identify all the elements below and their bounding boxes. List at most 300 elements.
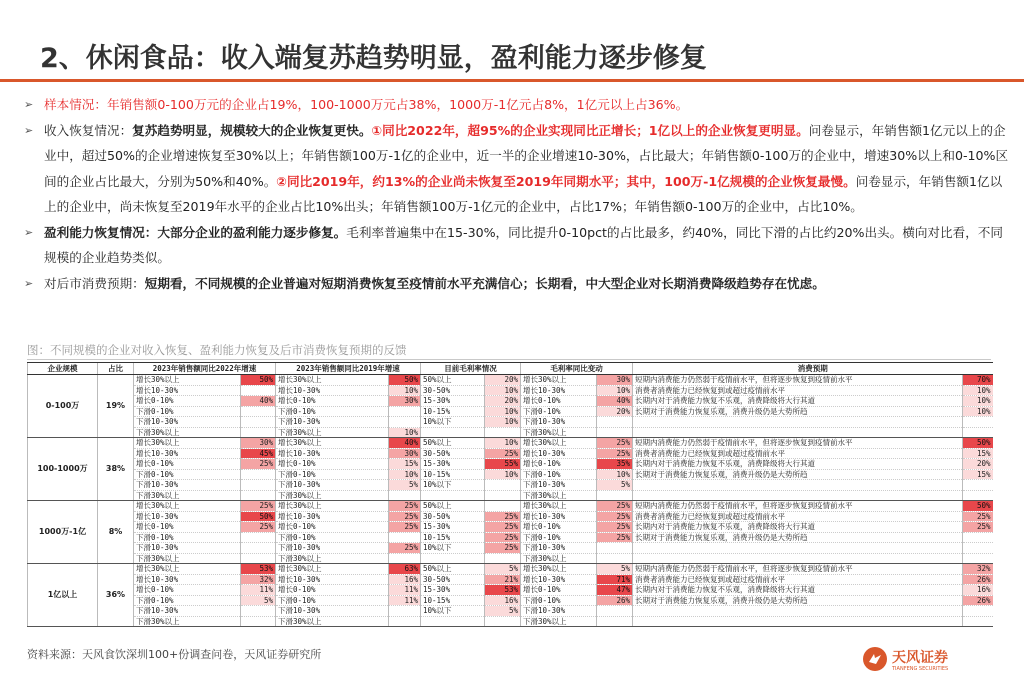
margin-change-value: 10% <box>597 469 633 480</box>
growth-2019-label: 增长10-30% <box>276 511 389 522</box>
growth-2022-label: 增长0-10% <box>134 396 241 407</box>
table-row <box>28 606 993 617</box>
margin-change-value: 5% <box>597 564 633 575</box>
growth-2022-label: 增长30%以上 <box>134 375 241 386</box>
growth-2019-value: 30% <box>389 396 421 407</box>
table-row <box>28 385 993 396</box>
margin-change-label: 下滑0-10% <box>521 406 597 417</box>
margin-change-value <box>597 543 633 554</box>
growth-2019-value: 16% <box>389 574 421 585</box>
growth-2022-value: 30% <box>241 438 276 449</box>
figure-caption: 图：不同规模的企业对收入恢复、盈利能力恢复及后市消费恢复预期的反馈 <box>27 343 407 357</box>
growth-2022-label: 增长10-30% <box>134 385 241 396</box>
table-row <box>28 427 993 438</box>
margin-change-value <box>597 553 633 564</box>
gross-margin-label: 10-15% <box>421 406 485 417</box>
outlook-label: 长期内对于消费能力恢复不乐观，消费降级将大行其道 <box>633 585 963 596</box>
growth-2022-value <box>241 490 276 501</box>
gross-margin-label: 50%以上 <box>421 438 485 449</box>
growth-2019-value: 25% <box>389 511 421 522</box>
gross-margin-label <box>421 553 485 564</box>
growth-2022-label: 下滑0-10% <box>134 406 241 417</box>
gross-margin-value: 20% <box>485 396 521 407</box>
growth-2019-label: 增长0-10% <box>276 459 389 470</box>
gross-margin-value: 25% <box>485 543 521 554</box>
gross-margin-value: 10% <box>485 417 521 428</box>
growth-2019-value: 10% <box>389 469 421 480</box>
table-row <box>28 396 993 407</box>
survey-table <box>27 362 993 627</box>
growth-2019-label: 增长10-30% <box>276 385 389 396</box>
growth-2019-value <box>389 606 421 617</box>
growth-2019-value: 40% <box>389 438 421 449</box>
growth-2022-value: 40% <box>241 396 276 407</box>
margin-change-label: 下滑30%以上 <box>521 616 597 627</box>
table-row <box>28 511 993 522</box>
gross-margin-value: 25% <box>485 532 521 543</box>
bullet-revenue <box>24 118 1014 220</box>
bullet-sample-text: 样本情况：年销售额0-100万元的企业占19%，100-1000万元占38%，1000万-1亿元占8%，1亿元以上占36%。 <box>44 97 689 112</box>
outlook-value <box>963 427 993 438</box>
gross-margin-label: 15-30% <box>421 522 485 533</box>
bullet-profit-bold: 大部分企业的盈利能力逐步修复。 <box>157 224 347 240</box>
growth-2022-label: 下滑0-10% <box>134 532 241 543</box>
margin-change-label: 下滑10-30% <box>521 417 597 428</box>
margin-change-label: 增长0-10% <box>521 585 597 596</box>
growth-2022-value: 25% <box>241 459 276 470</box>
growth-2022-value <box>241 553 276 564</box>
bullet-list <box>24 92 1014 296</box>
margin-change-value: 47% <box>597 585 633 596</box>
table-row <box>28 522 993 533</box>
bullet-arrow-icon: ➢ <box>24 225 34 239</box>
growth-2022-value: 53% <box>241 564 276 575</box>
growth-2022-value <box>241 480 276 491</box>
table-row <box>28 459 993 470</box>
gross-margin-value: 5% <box>485 564 521 575</box>
growth-2022-label: 增长30%以上 <box>134 564 241 575</box>
growth-2019-value: 25% <box>389 522 421 533</box>
growth-2019-label: 下滑30%以上 <box>276 553 389 564</box>
outlook-value <box>963 606 993 617</box>
gross-margin-label <box>421 490 485 501</box>
outlook-label <box>633 553 963 564</box>
growth-2019-label: 下滑0-10% <box>276 532 389 543</box>
margin-change-label: 增长30%以上 <box>521 438 597 449</box>
growth-2019-value <box>389 553 421 564</box>
growth-2019-label: 增长0-10% <box>276 585 389 596</box>
outlook-value: 70% <box>963 375 993 386</box>
margin-change-value: 5% <box>597 480 633 491</box>
outlook-value: 20% <box>963 459 993 470</box>
margin-change-label: 下滑30%以上 <box>521 490 597 501</box>
margin-change-label: 增长10-30% <box>521 385 597 396</box>
outlook-label: 长期内对于消费能力恢复不乐观，消费降级将大行其道 <box>633 396 963 407</box>
outlook-label: 长期内对于消费能力恢复不乐观，消费降级将大行其道 <box>633 522 963 533</box>
group-share-value: 36% <box>98 564 134 627</box>
outlook-label <box>633 480 963 491</box>
growth-2022-label: 增长10-30% <box>134 448 241 459</box>
gross-margin-label: 10-15% <box>421 469 485 480</box>
bullet-revenue-red1: ①同比2022年，超95%的企业实现同比正增长；1亿以上的企业恢复更明显。 <box>371 122 809 138</box>
header-growth-2019: 2023年销售额同比2019年增速 <box>276 363 421 375</box>
growth-2019-label: 增长0-10% <box>276 522 389 533</box>
margin-change-value: 26% <box>597 595 633 606</box>
margin-change-label: 增长10-30% <box>521 448 597 459</box>
gross-margin-label: 30-50% <box>421 574 485 585</box>
growth-2022-value <box>241 406 276 417</box>
outlook-label: 长期对于消费能力恢复乐观，消费升级仍是大势所趋 <box>633 595 963 606</box>
bullet-revenue-lead: 收入恢复情况： <box>44 122 133 138</box>
gross-margin-value: 53% <box>485 585 521 596</box>
gross-margin-value <box>485 616 521 627</box>
growth-2022-label: 增长10-30% <box>134 574 241 585</box>
margin-change-label: 增长30%以上 <box>521 564 597 575</box>
growth-2019-label: 增长30%以上 <box>276 375 389 386</box>
margin-change-value: 20% <box>597 406 633 417</box>
bullet-revenue-text1: 问卷显示，年销售额1亿元以上的企业中，超过50%的企业增速恢复至30%以上；年销售额100万-1亿的企业中，近一半的企业增速10-30%，占比最大；年销售额0-100万的企业中，增速30%以上和0-10%区间的企业占比最大，分别为50%和40%。 <box>44 122 1009 189</box>
bullet-revenue-red2: ②同比2019年，约13%的企业尚未恢复至2019年同期水平；其中，100万-1亿规模的企业恢复最慢。 <box>276 173 856 189</box>
outlook-value: 15% <box>963 469 993 480</box>
outlook-value: 10% <box>963 406 993 417</box>
growth-2019-label: 下滑0-10% <box>276 469 389 480</box>
growth-2022-value <box>241 385 276 396</box>
growth-2022-label: 下滑0-10% <box>134 469 241 480</box>
growth-2019-value <box>389 406 421 417</box>
growth-2019-label: 下滑10-30% <box>276 606 389 617</box>
growth-2022-value <box>241 532 276 543</box>
growth-2019-value: 10% <box>389 385 421 396</box>
gross-margin-value: 25% <box>485 448 521 459</box>
margin-change-value <box>597 490 633 501</box>
growth-2019-label: 下滑10-30% <box>276 543 389 554</box>
group-size-label: 1000万-1亿 <box>28 501 98 564</box>
gross-margin-label: 10%以下 <box>421 543 485 554</box>
margin-change-label: 下滑10-30% <box>521 606 597 617</box>
outlook-value <box>963 490 993 501</box>
margin-change-label: 下滑10-30% <box>521 480 597 491</box>
growth-2019-value <box>389 616 421 627</box>
growth-2019-label: 增长30%以上 <box>276 564 389 575</box>
tianfeng-logo-icon <box>862 646 888 672</box>
outlook-value <box>963 553 993 564</box>
table-row <box>28 543 993 554</box>
margin-change-value <box>597 417 633 428</box>
growth-2022-value: 5% <box>241 595 276 606</box>
bullet-arrow-icon: ➢ <box>24 123 34 137</box>
table-row <box>28 417 993 428</box>
bullet-arrow-icon: ➢ <box>24 276 34 290</box>
margin-change-value <box>597 427 633 438</box>
growth-2019-label: 下滑0-10% <box>276 406 389 417</box>
outlook-label: 短期内消费能力仍然弱于疫情前水平，但将逐步恢复到疫情前水平 <box>633 438 963 449</box>
brand-subtitle: TIANFENG SECURITIES <box>892 666 949 672</box>
table-row <box>28 375 993 386</box>
growth-2022-value: 50% <box>241 375 276 386</box>
gross-margin-label: 15-30% <box>421 585 485 596</box>
growth-2019-label: 下滑30%以上 <box>276 616 389 627</box>
gross-margin-value <box>485 427 521 438</box>
bullet-sample <box>24 92 1014 118</box>
growth-2019-value: 10% <box>389 427 421 438</box>
margin-change-label: 增长30%以上 <box>521 501 597 512</box>
gross-margin-value: 16% <box>485 595 521 606</box>
growth-2022-label: 增长30%以上 <box>134 438 241 449</box>
margin-change-label: 增长0-10% <box>521 522 597 533</box>
margin-change-value: 30% <box>597 375 633 386</box>
gross-margin-label <box>421 427 485 438</box>
margin-change-label: 下滑10-30% <box>521 543 597 554</box>
outlook-label <box>633 490 963 501</box>
growth-2019-label: 增长30%以上 <box>276 501 389 512</box>
header-size: 企业规模 <box>28 363 98 375</box>
outlook-label: 短期内消费能力仍然弱于疫情前水平，但将逐步恢复到疫情前水平 <box>633 375 963 386</box>
growth-2019-value: 15% <box>389 459 421 470</box>
growth-2022-value <box>241 427 276 438</box>
table-row <box>28 564 993 575</box>
margin-change-label: 增长10-30% <box>521 511 597 522</box>
gross-margin-value: 20% <box>485 375 521 386</box>
outlook-label: 短期内消费能力仍然弱于疫情前水平，但将逐步恢复到疫情前水平 <box>633 501 963 512</box>
gross-margin-value: 5% <box>485 606 521 617</box>
growth-2022-label: 下滑30%以上 <box>134 490 241 501</box>
growth-2019-value: 25% <box>389 501 421 512</box>
gross-margin-value <box>485 553 521 564</box>
margin-change-label: 下滑0-10% <box>521 469 597 480</box>
table-row <box>28 532 993 543</box>
growth-2022-label: 下滑10-30% <box>134 543 241 554</box>
margin-change-value: 71% <box>597 574 633 585</box>
table-header-row <box>28 363 993 375</box>
growth-2019-label: 下滑30%以上 <box>276 427 389 438</box>
growth-2022-value <box>241 469 276 480</box>
margin-change-label: 增长0-10% <box>521 396 597 407</box>
bullet-revenue-bold: 复苏趋势明显，规模较大的企业恢复更快。 <box>132 122 372 138</box>
growth-2022-label: 下滑0-10% <box>134 595 241 606</box>
table-row <box>28 406 993 417</box>
growth-2022-label: 增长0-10% <box>134 459 241 470</box>
outlook-value: 50% <box>963 501 993 512</box>
margin-change-value: 25% <box>597 438 633 449</box>
header-consumer-outlook: 消费预期 <box>633 363 993 375</box>
growth-2022-label: 下滑30%以上 <box>134 427 241 438</box>
outlook-value <box>963 532 993 543</box>
group-share-value: 8% <box>98 501 134 564</box>
growth-2022-value: 11% <box>241 585 276 596</box>
gross-margin-label: 30-50% <box>421 511 485 522</box>
brand-name: 天风证券 <box>892 650 948 666</box>
margin-change-label: 下滑30%以上 <box>521 553 597 564</box>
growth-2022-value <box>241 543 276 554</box>
outlook-value: 26% <box>963 595 993 606</box>
outlook-value: 32% <box>963 564 993 575</box>
group-share-value: 38% <box>98 438 134 501</box>
gross-margin-label: 10-15% <box>421 595 485 606</box>
gross-margin-label: 10%以下 <box>421 417 485 428</box>
outlook-label: 消费者消费能力已经恢复到或超过疫情前水平 <box>633 448 963 459</box>
growth-2019-label: 增长10-30% <box>276 448 389 459</box>
margin-change-value: 35% <box>597 459 633 470</box>
page-title: 2、休闲食品：收入端复苏趋势明显，盈利能力逐步修复 <box>40 43 707 74</box>
margin-change-value: 25% <box>597 522 633 533</box>
growth-2022-label: 增长0-10% <box>134 585 241 596</box>
outlook-label: 长期内对于消费能力恢复不乐观，消费降级将大行其道 <box>633 459 963 470</box>
caption-divider <box>27 359 991 360</box>
gross-margin-value: 10% <box>485 406 521 417</box>
growth-2019-value: 11% <box>389 595 421 606</box>
outlook-label: 消费者消费能力已经恢复到或超过疫情前水平 <box>633 574 963 585</box>
outlook-value: 50% <box>963 438 993 449</box>
gross-margin-label: 10%以下 <box>421 480 485 491</box>
gross-margin-label <box>421 616 485 627</box>
margin-change-label: 下滑0-10% <box>521 532 597 543</box>
header-share: 占比 <box>98 363 134 375</box>
gross-margin-value: 25% <box>485 522 521 533</box>
outlook-label <box>633 606 963 617</box>
growth-2019-value: 11% <box>389 585 421 596</box>
growth-2022-label: 增长30%以上 <box>134 501 241 512</box>
growth-2022-label: 下滑30%以上 <box>134 616 241 627</box>
group-size-label: 100-1000万 <box>28 438 98 501</box>
gross-margin-value: 55% <box>485 459 521 470</box>
group-size-label: 1亿以上 <box>28 564 98 627</box>
bullet-revenue-text2: 问卷显示，年销售额1亿以上的企业中，尚未恢复至2019年水平的企业占比10%出头；年销售额100万-1亿元的企业中，占比17%；年销售额0-100万的企业中，占比10%。 <box>44 173 1003 214</box>
title-divider <box>0 79 1024 82</box>
header-gross-margin: 目前毛利率情况 <box>421 363 521 375</box>
table-row <box>28 574 993 585</box>
bullet-outlook-bold: 短期看，不同规模的企业普遍对短期消费恢复至疫情前水平充满信心；长期看，中大型企业对长期消费降级趋势存在忧虑。 <box>144 275 825 291</box>
outlook-label: 消费者消费能力已经恢复到或超过疫情前水平 <box>633 511 963 522</box>
outlook-value <box>963 543 993 554</box>
margin-change-label: 下滑0-10% <box>521 595 597 606</box>
gross-margin-value: 21% <box>485 574 521 585</box>
table-row <box>28 501 993 512</box>
outlook-label: 短期内消费能力仍然弱于疫情前水平，但将逐步恢复到疫情前水平 <box>633 564 963 575</box>
outlook-value: 10% <box>963 385 993 396</box>
table-row <box>28 469 993 480</box>
margin-change-value: 10% <box>597 385 633 396</box>
table-row <box>28 553 993 564</box>
growth-2019-label: 下滑30%以上 <box>276 490 389 501</box>
table-row <box>28 616 993 627</box>
growth-2022-value: 50% <box>241 511 276 522</box>
gross-margin-label: 30-50% <box>421 448 485 459</box>
margin-change-value: 25% <box>597 511 633 522</box>
gross-margin-value <box>485 490 521 501</box>
outlook-label <box>633 427 963 438</box>
table-row <box>28 448 993 459</box>
outlook-value: 10% <box>963 396 993 407</box>
margin-change-label: 增长30%以上 <box>521 375 597 386</box>
gross-margin-label: 15-30% <box>421 396 485 407</box>
margin-change-value: 25% <box>597 532 633 543</box>
group-share-value: 19% <box>98 375 134 438</box>
table-body <box>28 375 993 627</box>
gross-margin-value: 25% <box>485 511 521 522</box>
growth-2019-value <box>389 490 421 501</box>
growth-2019-value: 50% <box>389 375 421 386</box>
growth-2019-value <box>389 532 421 543</box>
outlook-value: 26% <box>963 574 993 585</box>
header-growth-2022: 2023年销售额同比2022年增速 <box>134 363 276 375</box>
bullet-outlook-lead: 对后市消费预期： <box>44 275 145 291</box>
gross-margin-label: 15-30% <box>421 459 485 470</box>
growth-2022-label: 下滑10-30% <box>134 606 241 617</box>
bullet-arrow-icon: ➢ <box>24 98 34 111</box>
gross-margin-label: 50%以上 <box>421 564 485 575</box>
gross-margin-value <box>485 501 521 512</box>
gross-margin-value <box>485 480 521 491</box>
source-note: 资料来源：天风食饮深圳100+份调查问卷，天风证券研究所 <box>27 648 322 661</box>
outlook-label: 消费者消费能力已经恢复到或超过疫情前水平 <box>633 385 963 396</box>
margin-change-label: 下滑30%以上 <box>521 427 597 438</box>
outlook-label: 长期对于消费能力恢复乐观，消费升级仍是大势所趋 <box>633 532 963 543</box>
growth-2022-value <box>241 606 276 617</box>
growth-2022-value: 32% <box>241 574 276 585</box>
growth-2019-value: 25% <box>389 543 421 554</box>
margin-change-value <box>597 606 633 617</box>
outlook-label: 长期对于消费能力恢复乐观，消费升级仍是大势所趋 <box>633 469 963 480</box>
gross-margin-label: 30-50% <box>421 385 485 396</box>
outlook-label <box>633 543 963 554</box>
growth-2022-value: 25% <box>241 501 276 512</box>
growth-2022-value: 25% <box>241 522 276 533</box>
growth-2019-value: 63% <box>389 564 421 575</box>
growth-2019-label: 下滑10-30% <box>276 417 389 428</box>
bullet-profit-lead: 盈利能力恢复情况： <box>44 224 158 240</box>
gross-margin-label: 50%以上 <box>421 375 485 386</box>
table-row <box>28 585 993 596</box>
margin-change-value <box>597 616 633 627</box>
gross-margin-label: 10-15% <box>421 532 485 543</box>
bullet-profit-text: 毛利率普遍集中在15-30%，同比提升0-10pct的占比最多，约40%，同比下滑的占比约20%出头。横向对比看，不同规模的企业趋势类似。 <box>44 224 1003 265</box>
growth-2019-label: 增长10-30% <box>276 574 389 585</box>
table-row <box>28 438 993 449</box>
brand-logo <box>862 646 994 674</box>
growth-2022-label: 下滑30%以上 <box>134 553 241 564</box>
growth-2022-label: 增长10-30% <box>134 511 241 522</box>
outlook-value: 25% <box>963 511 993 522</box>
gross-margin-value: 10% <box>485 469 521 480</box>
outlook-label <box>633 616 963 627</box>
growth-2022-label: 下滑10-30% <box>134 480 241 491</box>
margin-change-value: 25% <box>597 501 633 512</box>
bullet-outlook <box>24 271 1014 297</box>
growth-2019-value <box>389 417 421 428</box>
growth-2019-label: 增长30%以上 <box>276 438 389 449</box>
growth-2022-value <box>241 616 276 627</box>
growth-2022-label: 下滑10-30% <box>134 417 241 428</box>
outlook-value <box>963 616 993 627</box>
gross-margin-label: 10%以下 <box>421 606 485 617</box>
growth-2019-label: 下滑10-30% <box>276 480 389 491</box>
table-row <box>28 595 993 606</box>
outlook-value: 25% <box>963 522 993 533</box>
gross-margin-value: 10% <box>485 438 521 449</box>
gross-margin-label: 50%以上 <box>421 501 485 512</box>
table-row <box>28 480 993 491</box>
outlook-value <box>963 417 993 428</box>
growth-2022-value: 45% <box>241 448 276 459</box>
group-size-label: 0-100万 <box>28 375 98 438</box>
margin-change-value: 25% <box>597 448 633 459</box>
growth-2022-value <box>241 417 276 428</box>
growth-2022-label: 增长0-10% <box>134 522 241 533</box>
growth-2019-label: 下滑0-10% <box>276 595 389 606</box>
outlook-label: 长期对于消费能力恢复乐观，消费升级仍是大势所趋 <box>633 406 963 417</box>
table-row <box>28 490 993 501</box>
growth-2019-value: 30% <box>389 448 421 459</box>
